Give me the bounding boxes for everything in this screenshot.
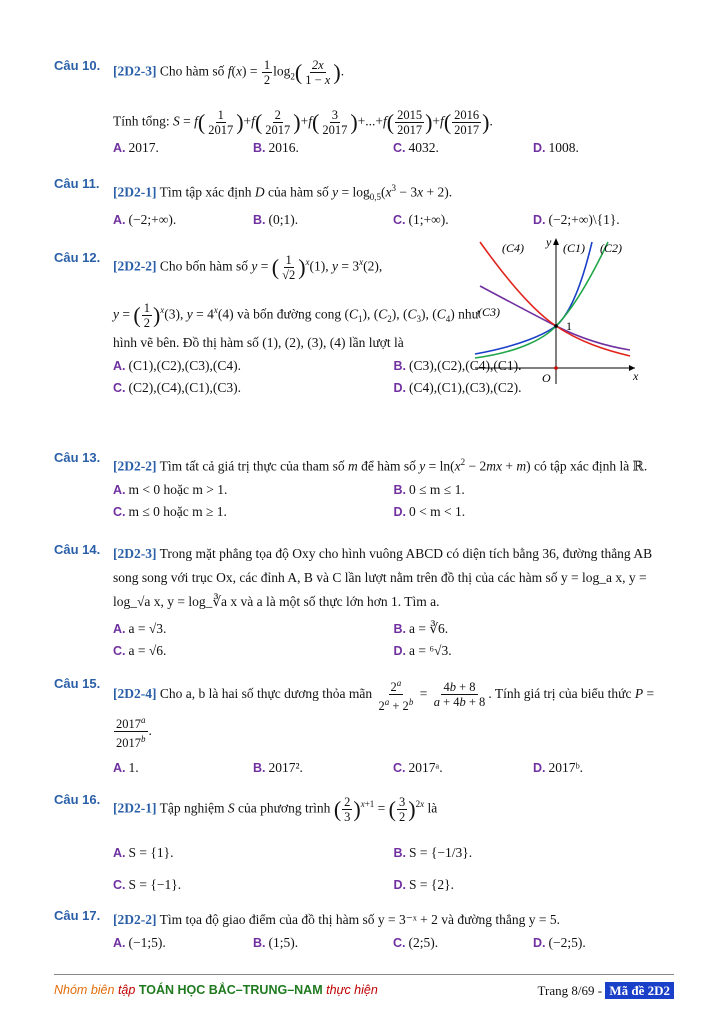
question-number: Câu 15. bbox=[54, 676, 101, 691]
text: và bốn đường cong bbox=[237, 306, 342, 322]
question-17 bbox=[54, 908, 674, 954]
text: lần lượt là bbox=[348, 335, 404, 351]
y-axis-arrow bbox=[553, 238, 559, 245]
text: Tìm tọa độ giao điểm của đồ thị hàm số y = 3⁻ˣ + 2 và đường thẳng y = 5. bbox=[159, 912, 561, 927]
options: A. a = √3. B. a = ∛6. bbox=[113, 621, 449, 636]
text: là bbox=[427, 800, 438, 816]
topic-tag: [2D2-2] bbox=[113, 912, 157, 927]
topic-tag: [2D2-4] bbox=[113, 685, 157, 701]
question-number: Câu 11. bbox=[54, 176, 100, 191]
question-number: Câu 17. bbox=[54, 908, 101, 923]
footer-page: Trang 8/69 - Mã đề 2D2 bbox=[538, 983, 674, 999]
topic-tag: [2D2-1] bbox=[113, 184, 157, 200]
options: C. m ≤ 0 hoặc m ≥ 1. D. 0 < m < 1. bbox=[113, 503, 466, 519]
question-number: Câu 14. bbox=[54, 542, 101, 557]
question-12: Câu 12. [2D2-2] Cho bốn hàm số y = ( $\frac{1}{√2}$ )$^x$(1), $y = 3^x(2)$, y = ( $\frac{1}{2}$ )$^x$(3), $y = 4^x(4)$ và bốn đường cong $(C_1)$, $(C_2)$, $(C_3)$, $(C_4)$ như hình vẽ bên. Đồ thị hàm số (1), (2), (3), (4) lần lượt là A. (C1),(C2),(C3),(C4). B. (C3),(C2),(C4),(C1). C. (C2),(C4),(C1),(C3). D. (C4),(C1),(C3),(C2). bbox=[54, 250, 674, 399]
text: của hàm số bbox=[268, 184, 329, 200]
text: như hình vẽ bên. Đồ thị hàm số bbox=[113, 306, 479, 351]
text: . Tính giá trị của biểu thức bbox=[488, 685, 632, 701]
question-13: Câu 13. [2D2-2] Tìm tất cả giá trị thực của tham số m để hàm số $y = \ln(x^2 - 2mx + m)$ có tập xác định là ℝ. A. m < 0 hoặc m > 1. B. 0 ≤ m ≤ 1. C. m ≤ 0 hoặc m ≥ 1. D. 0 < m < 1. bbox=[54, 450, 674, 523]
footer-credit: Nhóm biên tập TOÁN HỌC BẮC–TRUNG–NAM thực hiện bbox=[54, 983, 378, 997]
question-16: Câu 16. [2D2-1] Tập nghiệm S của phương trình ( $\frac{2}{3}$ )$^{x+1}$ = ( $\frac{3}{2}$ )$^{2x}$ là A. S = {1}. B. S = {−1/3}. C. S = {−1}. D. S = {2}. bbox=[54, 792, 674, 900]
topic-tag: [2D2-3] bbox=[113, 546, 157, 561]
point-1 bbox=[554, 324, 558, 328]
text: Tập nghiệm bbox=[159, 800, 225, 816]
options: A. (C1),(C2),(C3),(C4). B. (C3),(C2),(C4),(C1). bbox=[113, 358, 522, 374]
options: A. 2017. B. 2016. C. 4032. D. 1008. bbox=[113, 140, 579, 156]
text: Tìm tất cả giá trị thực của tham số bbox=[159, 458, 345, 474]
options: A. (−2;+∞). B. (0;1). C. (1;+∞). D. (−2;+∞)\{1}. bbox=[113, 212, 620, 228]
label-c4: (C4) bbox=[502, 241, 524, 255]
question-10: Câu 10. [2D2-3] Cho hàm số f(x) = $\frac{1}{2}$ $\log_2$( $\frac{2x}{1 - x}$ ). Tính tổng: S = f( $\frac{1}{2017}$ )+f( $\frac{2}{2017}$ )+f( $\frac{3}{2017}$ )+...+f( $\frac{2015}{2017}$ )+f( $\frac{2016}{2017}$ ). A. 2017. B. 2016. C. 4032. D. 1008. bbox=[54, 58, 674, 159]
question-number: Câu 13. bbox=[54, 450, 101, 465]
text: của phương trình bbox=[238, 800, 331, 816]
text: có tập xác định bbox=[534, 458, 617, 474]
label-x: x bbox=[633, 369, 639, 383]
topic-tag: [2D2-3] bbox=[113, 63, 157, 79]
question-number: Câu 16. bbox=[54, 792, 101, 807]
label-c3: (C3) bbox=[478, 305, 500, 319]
curve-c3 bbox=[480, 286, 630, 350]
text: Tìm tập xác định bbox=[159, 184, 252, 200]
topic-tag: [2D2-2] bbox=[113, 458, 157, 474]
label-1: 1 bbox=[566, 319, 572, 333]
topic-tag: [2D2-2] bbox=[113, 258, 157, 274]
question-number: Câu 10. bbox=[54, 58, 101, 73]
label-o: O bbox=[542, 371, 551, 385]
label-y: y bbox=[546, 235, 552, 249]
question-14 bbox=[54, 542, 674, 662]
text: Cho hàm số bbox=[159, 63, 225, 79]
text: Cho bốn hàm số bbox=[159, 258, 249, 274]
topic-tag: [2D2-1] bbox=[113, 800, 157, 816]
question-number: Câu 12. bbox=[54, 250, 101, 265]
exponential-graphs-figure bbox=[470, 234, 640, 386]
label-c1: (C1) bbox=[563, 241, 585, 255]
options: C. S = {−1}. D. S = {2}. bbox=[113, 876, 454, 892]
curve-c4 bbox=[480, 242, 630, 356]
label-c2: (C2) bbox=[600, 241, 622, 255]
options: C. a = √6. D. a = ⁶√3. bbox=[113, 643, 452, 658]
page-footer bbox=[54, 974, 674, 1003]
origin-point bbox=[554, 366, 558, 370]
text: Cho a, b là hai số thực dương thỏa mãn bbox=[159, 685, 373, 701]
options: A. m < 0 hoặc m > 1. B. 0 ≤ m ≤ 1. bbox=[113, 481, 465, 497]
text: Tính tổng: bbox=[113, 113, 170, 129]
text: để hàm số bbox=[361, 458, 416, 474]
text: là bbox=[619, 458, 630, 474]
text: Trong mặt phẳng tọa độ Oxy cho hình vuông ABCD có diện tích bằng 36, đường thẳng AB song song với trục Ox, các đỉnh A, B và C lần lượt nằm trên đồ thị của các hàm số y = log_a x, y = log_√a x, y = log_∛a x và a là một số thực lớn hơn 1. Tìm a. bbox=[113, 546, 653, 609]
options: A. 1. B. 2017². C. 2017ᵃ. D. 2017ᵇ. bbox=[113, 759, 584, 775]
question-15: Câu 15. [2D2-4] Cho a, b là hai số thực dương thỏa mãn $\frac{2^a}{2^a + 2^b}$ = $\frac{4b + 8}{a + 4b + 8}$ . Tính giá trị của biểu thức P = $\frac{2017^a}{2017^b}$ . A. 1. B. 2017². C. 2017ᵃ. D. 2017ᵇ. bbox=[54, 676, 674, 779]
question-11: Câu 11. [2D2-1] Tìm tập xác định D của hàm số $y = \log_{0,5}(x^3 - 3x + 2)$. A. (−2;+∞). B. (0;1). C. (1;+∞). D. (−2;+∞)\{1}. bbox=[54, 176, 674, 231]
options: C. (C2),(C4),(C1),(C3). D. (C4),(C1),(C3),(C2). bbox=[113, 380, 522, 396]
exam-code-badge: Mã đề 2D2 bbox=[605, 982, 674, 999]
options: A. S = {1}. B. S = {−1/3}. bbox=[113, 844, 473, 860]
options: A. (−1;5). B. (1;5). C. (2;5). D. (−2;5). bbox=[113, 935, 586, 950]
